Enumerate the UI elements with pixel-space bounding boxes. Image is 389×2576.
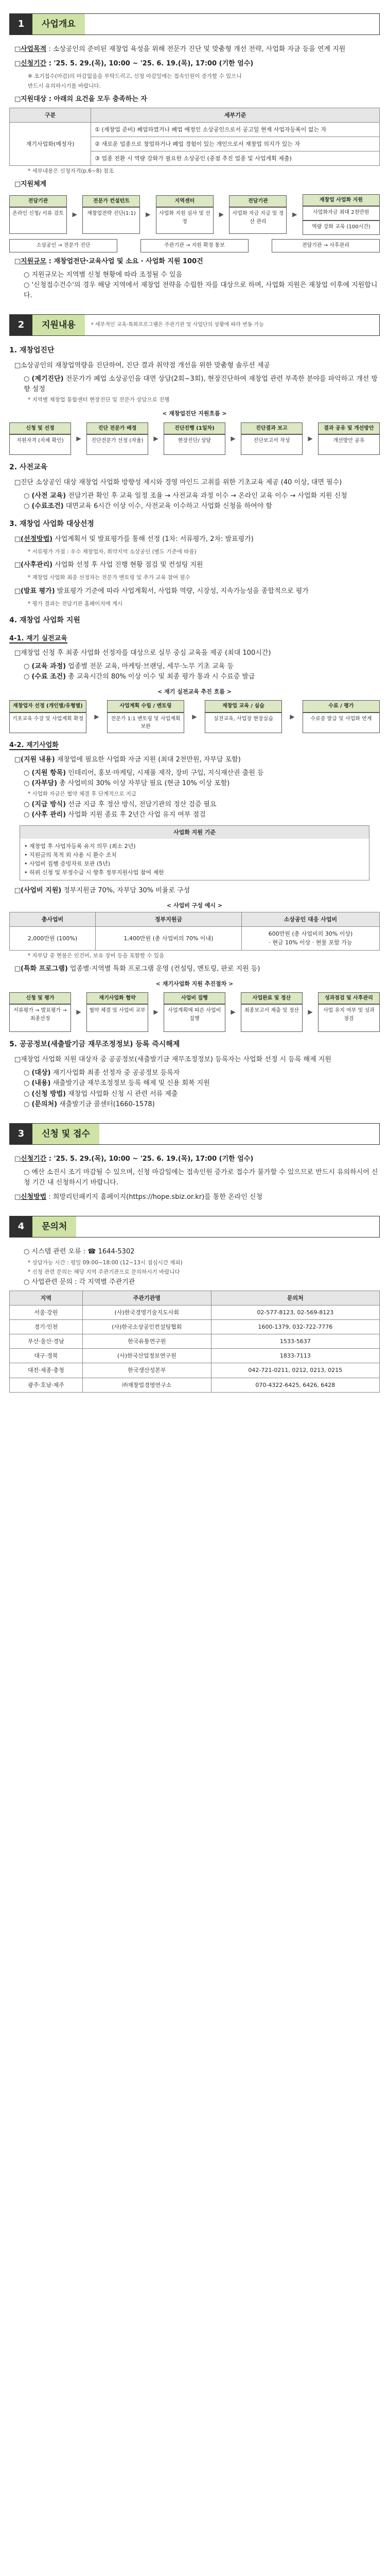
table-row [10, 1320, 380, 1334]
period-note-2: 반드시 유의하시기를 바랍니다. [28, 82, 101, 89]
section-title: 사업개요 [32, 14, 85, 35]
training-flow: 재창업자 선정 (개인별/유형별) 기초교육 수강 및 사업계획 확정 ▶ 사업계획 수립 / 멘토링 전문가 1:1 멘토링 및 사업계획 보완 ▶ 재창업 교육 / 실습 실전교육, 사업장 현장실습 ▶ 수료 / 평가 수료증 발급 및 사업화 연계 [9, 700, 380, 733]
system-flow: 전담기관 온라인 신청/ 서류 검토 ▶ 전문가 컨설턴트 재창업전략 진단(1:1) ▶ 지역센터 사업화 지원 심사 및 선정 ▶ 전담기관 사업화 자금 지급 및 정산 관리 ▶ 재창업 사업화 지원 사업화자금 최대 2천만원 역량 강화 교육 (100시간) [9, 194, 380, 235]
phone-cell: 1600-1379, 032-722-7776 [211, 1320, 379, 1334]
org-cell: (사)한국경영기술지도사회 [82, 1306, 211, 1320]
apply-period: □신청기간 : '25. 5. 29.(목), 10:00 ~ '25. 6. 19.(목), 17:00 (기한 엄수) [14, 60, 254, 68]
phone-cell: 042-721-0211, 0212, 0213, 0215 [211, 1363, 379, 1378]
region-cell: 광주·호남·제주 [10, 1378, 83, 1392]
table-row [10, 1349, 380, 1363]
system-title: □지원체계 [14, 180, 47, 189]
target-title: □지원대상 : 아래의 요건을 모두 충족하는 자 [14, 95, 147, 103]
org-cell: (사)한국소상공인컨설팅협회 [82, 1320, 211, 1334]
region-cell: 서울·강원 [10, 1306, 83, 1320]
period-note: ※ 조기접수(마감)의 마감없음을 부탁드리고, 신청 마감일에는 접속인원이 증가할 수 있으니 [28, 73, 242, 80]
budget-note-2: ○ '신청접수건수'의 경우 해당 지역에서 재창업 전략을 수립한 자를 대상으로 하며, 사업화 지원은 재창업 이후에 지원합니다. [24, 281, 378, 299]
org-cell: (사)한국산업정보연구원 [82, 1349, 211, 1363]
contact-table: 지역 주관기관명 문의처 서울·강원 (사)한국경영기술지도사회 02-577-8123, 02-569-8123 경기·인천 (사)한국소상공인컨설팅협회 1600-1379, 032-722-7776 부산·울산·경남 한국유통연구원 1533-5637 대구·경북 (사)한국산업정보연구원 1833-7113 대전·세종·충청 한국생산성본부 042-721-0211, 0212, 0213, 0215 광주·호남·제주 ㈜재창업경영연구소 070-4322-6425, 6426, 6428 [9, 1291, 380, 1392]
region-cell: 부산·울산·경남 [10, 1334, 83, 1349]
diagnosis-flow: 신청 및 선정 지원자격 (자체 확인) ▶ 진단 전문가 배정 진단전문가 선정 (자율) ▶ 진단진행 (1일차) 현장진단/ 상담 ▶ 진단결과 보고 진단보고서 작성 ▶ 결과 공유 및 개선방안 개선방안 공유 [9, 422, 380, 455]
section-3-header: 3 신청 및 접수 [9, 1123, 380, 1145]
phone-cell: 1833-7113 [211, 1349, 379, 1363]
section-number: 1 [10, 14, 32, 35]
purpose: □사업목적 : 소상공인의 준비된 재창업 육성을 위해 전문가 진단 및 맞춤형 개선 전략, 사업화 자금 등을 연계 지원 [14, 45, 346, 53]
commercialization-flow: 신청 및 평가 서류평가 → 발표평가 → 최종선정 ▶ 재기사업화 협약 협약 체결 및 사업비 교부 ▶ 사업비 집행 사업계획에 따른 사업비 집행 ▶ 사업완료 및 정산 최종보고서 제출 및 정산 ▶ 성과점검 및 사후관리 사업 유지 여부 및 성과 점검 [9, 992, 380, 1032]
s2-1-title: 1. 재창업진단 [9, 346, 55, 355]
budget-note-1: ○ 지원규모는 지역별 신청 현황에 따라 조정될 수 있음 [24, 270, 183, 279]
table-row [10, 1334, 380, 1349]
table-row [10, 1363, 380, 1378]
system-flow-2: 소상공인 → 전문가 진단 주관기관 → 지원 확정 통보 전담기관 → 사후관리 [9, 239, 380, 252]
phone-cell: 1533-5637 [211, 1334, 379, 1349]
org-cell: 한국유통연구원 [82, 1334, 211, 1349]
table-row [10, 1378, 380, 1392]
org-cell: ㈜재창업경영연구소 [82, 1378, 211, 1392]
region-cell: 경기·인천 [10, 1320, 83, 1334]
table-row [10, 1306, 380, 1320]
announcement-page: 1 사업개요 □사업목적 : 소상공인의 준비된 재창업 육성을 위해 전문가 진단 및 맞춤형 개선 전략, 사업화 자금 등을 연계 지원 □신청기간 : '25. 5. 29.(목), 10:00 ~ '25. 6. 19.(목), 17:00 (기한 엄수) ※ 조기접수(마감)의 마감없음을 부탁드리고, 신청 마감일에는 접속인원이 증가할 수 있으니 반드시 유의하시기를 바랍니다. □지원대상 : 아래의 요건을 모두 충족하는 자 구분 세부기준 재기사업화(예정자) ① (재창업 준비) 폐업하였거나 폐업 예정인 소상공인으로서 공고일 현재 사업자등록이 없는 자 ② 새로운 업종으로 창업하거나 폐업 경험이 있는 개인으로서 재창업 의지가 있는 자 ③ 업종 전환 시 역량 강화가 필요한 소상공인 (중점 추진 업종 및 사업계획 제출) * 세부내용은 신청자격(p.6~8) 참조 □지원체계 전담기관 온라인 신청/ 서류 검토 ▶ 전문가 컨설턴트 재창업전략 진단(1:1) ▶ 지역센터 사업화 지원 심사 및 선정 ▶ 전담기관 사업화 자금 지급 및 정산 관리 ▶ 재창업 사업화 지원 사업화자금 최대 2천만원 역량 강화 교육 (100시간) 소상공인 → 전문가 진단 주관기관 → 지원 확정 통보 전담기관 → 사후관리 □지원규모 : 재창업전단·교육사업 및 소요 · 사업화 지원 100건 ○ 지원규모는 지역별 신청 현황에 따라 조정될 수 있음 ○ '신청접수건수'의 경우 해당 지역에서 재창업 전략을 수립한 자를 대상으로 하며, 사업화 지원은 재창업 이후에 지원합니다. 2 지원내용 * 세부적인 교육·특화프로그램은 주관기관 및 사업단의 상황에 따라 변동 가능 1. 재창업진단 □소상공인의 재창업역량을 진단하여, 진단 결과 취약점 개선을 위한 맞춤형 솔루션 제공 ○ (제기진단) 전문가가 폐업 소상공인을 대면 상담(2회~3회), 현장진단하여 재창업 관련 부족한 분야를 파악하고 개선 방향 설정 * 지역별 재창업 통합센터 현장진단 및 전문가 상담으로 진행 < 재창업진단 지원흐름 > 신청 및 선정 지원자격 (자체 확인) ▶ 진단 전문가 배정 진단전문가 선정 (자율) ▶ 진단진행 (1일차) 현장진단/ 상담 ▶ 진단결과 보고 진단보고서 작성 ▶ 결과 공유 및 개선방안 개선방안 공유 2. 사전교육 □진단 소상공인 대상 재창업 사업화 방향성 제시와 경영 마인드 고취를 위한 기초교육 제공 (40 이상, 대면 필수) ○ (사전 교육) 전담기관 확인 후 교육 일정 조율 → 사전교육 과정 이수 → 온라인 교육 이수 → 사업화 지원 신청 ○ (수료조건) 대면교육 6시간 이상 이수, 사전교육 이수하고 사업화 신청을 하여야 함 3. 재창업 사업화 대상선정 □(선정방법) 사업계획서 및 발표평가를 통해 선정 (1차: 서류평가, 2차: 발표평가) * 서류평가 가점 : 우수 재창업자, 취약지역 소상공인 (별도 기준에 따름) □(사후관리) 사업화 선정 후 사업 진행 현황 점검 및 컨설팅 지원 * 재창업 사업화 최종 선정자는 전문가 멘토링 및 추가 교육 참여 필수 □(발표 평가) 발표평가 기준에 따라 사업계획서, 사업화 역량, 시장성, 지속가능성을 종합적으로 평가 * 평가 결과는 전담기관 홈페이지에 게시 4. 재창업 사업화 지원 4-1. 재기 실전교육 □재창업 신청 후 최종 사업화 선정자를 대상으로 실무 중심 교육을 제공 (최대 100시간) ○ (교육 과정) 업종별 전문 교육, 마케팅·브랜딩, 세무·노무 기초 교육 등 ○ (수료 조건) 총 교육시간의 80% 이상 이수 및 최종 평가 통과 시 수료증 발급 < 재기 실전교육 추진 흐름 > 재창업자 선정 (개인별/유형별) 기초교육 수강 및 사업계획 확정 ▶ 사업계획 수립 / 멘토링 전문가 1:1 멘토링 및 사업계획 보완 ▶ 재창업 교육 / 실습 실전교육, 사업장 현장실습 ▶ 수료 / 평가 수료증 발급 및 사업화 연계 4-2. 재기사업화 □(지원 내용) 재창업에 필요한 사업화 자금 지원 (최대 2천만원, 자부담 포함) ○ (지원 항목) 인테리어, 홍보·마케팅, 시제품 제작, 장비 구입, 지식재산권 출원 등 ○ (자부담) 총 사업비의 30% 이상 자부담 필요 (현금 10% 이상 포함) * 사업화 자금은 협약 체결 후 단계적으로 지급 ○ (지급 방식) 선금 지급 후 정산 방식, 전담기관의 정산 검증 필요 ○ (사후 관리) 사업화 지원 종료 후 2년간 사업 유지 여부 점검 사업화 지원 기준 • 재창업 후 사업자등록 유지 의무 (최소 2년) • 지원금의 목적 외 사용 시 환수 조치 • 사업비 집행 증빙자료 보관 (5년) • 허위 신청 및 부정수급 시 향후 정부지원사업 참여 제한 □(사업비 지원) 정부지원금 70%, 자부담 30% 비율로 구성 < 사업비 구성 예시 > 총사업비 정부지원금 소상공인 대응 사업비 2,000만원 (100%) 1,400만원 (총 사업비의 70% 이내) 600만원 (총 사업비의 30% 이상) · 현금 10% 이상 · 현물 포함 가능 * 자부담 중 현물은 인건비, 보유 장비 등을 포함할 수 있음 □(특화 프로그램) 업종별·지역별 특화 프로그램 운영 (컨설팅, 멘토링, 판로 지원 등) < 재기사업화 지원 추진절차 > 신청 및 평가 서류평가 → 발표평가 → 최종선정 ▶ 재기사업화 협약 협약 체결 및 사업비 교부 ▶ 사업비 집행 사업계획에 따른 사업비 집행 ▶ 사업완료 및 정산 최종보고서 제출 및 정산 ▶ 성과점검 및 사후관리 사업 유지 여부 및 성과 점검 5. 공공정보(새출발기금 재무조정정보) 등록 즉시해제 □재창업 사업화 지원 대상자 중 공공정보(새출발기금 재무조정정보) 등록자는 사업화 선정 시 등록 해제 지원 ○ (대상) 재기사업화 최종 선정자 중 공공정보 등록자 ○ (내용) 새출발기금 재무조정정보 등록 해제 및 신용 회복 지원 ○ (신청 방법) 재창업 사업화 신청 시 관련 서류 제출 ○ (문의처) 새출발기금 콜센터(1660-1578) 3 신청 및 접수 □신청기간 : '25. 5. 29.(목), 10:00 ~ '25. 6. 19.(목), 17:00 (기한 엄수) ○ 예산 소진시 조기 마감될 수 있으며, 신청 마감일에는 접속인원 증가로 접수가 불가할 수 있으므로 반드시 유의하시어 신청 기간 내 신청하시기 바랍니다. □신청방법 : 희망리턴패키지 홈페이지(https://hope.sbiz.or.kr)를 통한 온라인 신청 4 문의처 ○ 시스템 관련 오류 : ☎ 1644-5302 * 상담가능 시간 : 평일 09:00~18:00 (12~13시 점심시간 제외) * 신청 관련 문의는 해당 지역 주관기관으로 문의하시기 바랍니다 ○ 사업관련 문의 : 각 지역별 주관기관 지역 주관기관명 문의처 서울·강원 (사)한국경영기술지도사회 02-577-8123, 02-569-8123 경기·인천 (사)한국소상공인컨설팅협회 1600-1379, 032-722-7776 부산·울산·경남 한국유통연구원 1533-5637 대구·경북 (사)한국산업정보연구원 1833-7113 대전·세종·충청 한국생산성본부 042-721-0211, 0212, 0213, 0215 광주·호남·제주 ㈜재창업경영연구소 070-4322-6425, 6426, 6428 [9, 0, 380, 1408]
budget: □지원규모 : 재창업전단·교육사업 및 소요 · 사업화 지원 100건 [14, 257, 203, 265]
section-1-header [9, 13, 380, 35]
section-2-header: 2 지원내용 * 세부적인 교육·특화프로그램은 주관기관 및 사업단의 상황에 따라 변동 가능 [9, 314, 380, 336]
budget-table: 총사업비 정부지원금 소상공인 대응 사업비 2,000만원 (100%) 1,400만원 (총 사업비의 70% 이내) 600만원 (총 사업비의 30% 이상) · 현금 10% 이상 · 현물 포함 가능 [9, 912, 380, 950]
section-4-header: 4 문의처 [9, 1216, 380, 1238]
phone-cell: 02-577-8123, 02-569-8123 [211, 1306, 379, 1320]
region-cell: 대전·세종·충청 [10, 1363, 83, 1378]
target-note: * 세부내용은 신청자격(p.6~8) 참조 [28, 168, 114, 175]
org-cell: 한국생산성본부 [82, 1363, 211, 1378]
target-table: 구분 세부기준 재기사업화(예정자) ① (재창업 준비) 폐업하였거나 폐업 예정인 소상공인으로서 공고일 현재 사업자등록이 없는 자 ② 새로운 업종으로 창업하거나 폐업 경험이 있는 개인으로서 재창업 의지가 있는 자 ③ 업종 전환 시 역량 강화가 필요한 소상공인 (중점 추진 업종 및 사업계획 제출) [9, 108, 380, 166]
phone-cell: 070-4322-6425, 6426, 6428 [211, 1378, 379, 1392]
region-cell: 대구·경북 [10, 1349, 83, 1363]
support-criteria-box: 사업화 지원 기준 • 재창업 후 사업자등록 유지 의무 (최소 2년) • 지원금의 목적 외 사용 시 환수 조치 • 사업비 집행 증빙자료 보관 (5년) • 허위 신청 및 부정수급 시 향후 정부지원사업 참여 제한 [20, 825, 369, 880]
